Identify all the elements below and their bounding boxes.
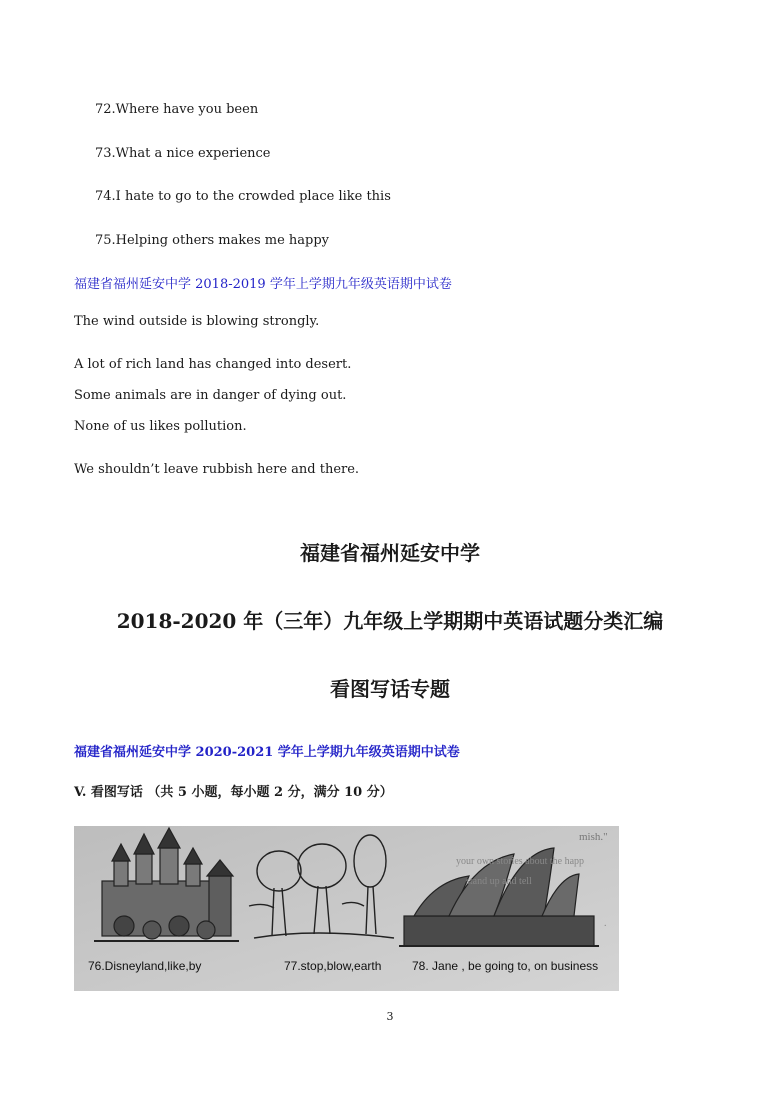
- page-number: 3: [386, 1010, 394, 1023]
- bleed-text: your own stories about the happ: [456, 856, 585, 867]
- bleed-text: mish.": [579, 831, 608, 843]
- topic-title: 看图写话专题: [330, 677, 450, 701]
- picture-prompt-figure: [74, 826, 619, 991]
- sentence-line: None of us likes pollution.: [74, 419, 247, 434]
- caption-78: 78. Jane , be going to, on business: [412, 959, 599, 973]
- sentence-line: We shouldn’t leave rubbish here and there.: [74, 462, 360, 477]
- sentence-line: A lot of rich land has changed into desert.: [74, 357, 352, 372]
- caption-77: 77.stop,blow,earth: [284, 959, 382, 973]
- answer-74: 74.I hate to go to the crowded place like this: [95, 189, 391, 204]
- sentence-line: Some animals are in danger of dying out.: [74, 388, 347, 403]
- answer-73: 73.What a nice experience: [95, 146, 271, 161]
- caption-76: 76.Disneyland,like,by: [88, 959, 202, 973]
- bleed-text: .: [604, 918, 607, 929]
- compilation-title: 2018-2020 年（三年）九年级上学期期中英语试题分类汇编: [116, 609, 664, 633]
- answer-72: 72.Where have you been: [95, 102, 259, 117]
- sentence-line: The wind outside is blowing strongly.: [74, 314, 320, 329]
- answer-75: 75.Helping others makes me happy: [95, 233, 330, 248]
- source-heading-2018: 福建省福州延安中学 2018-2019 学年上学期九年级英语期中试卷: [74, 277, 452, 292]
- bleed-text: stand up and tell: [466, 876, 532, 887]
- section-heading: V. 看图写话 （共 5 小题，每小题 2 分，满分 10 分）: [74, 785, 393, 800]
- school-title: 福建省福州延安中学: [300, 541, 480, 565]
- source-heading-2020: 福建省福州延安中学 2020-2021 学年上学期九年级英语期中试卷: [74, 745, 460, 760]
